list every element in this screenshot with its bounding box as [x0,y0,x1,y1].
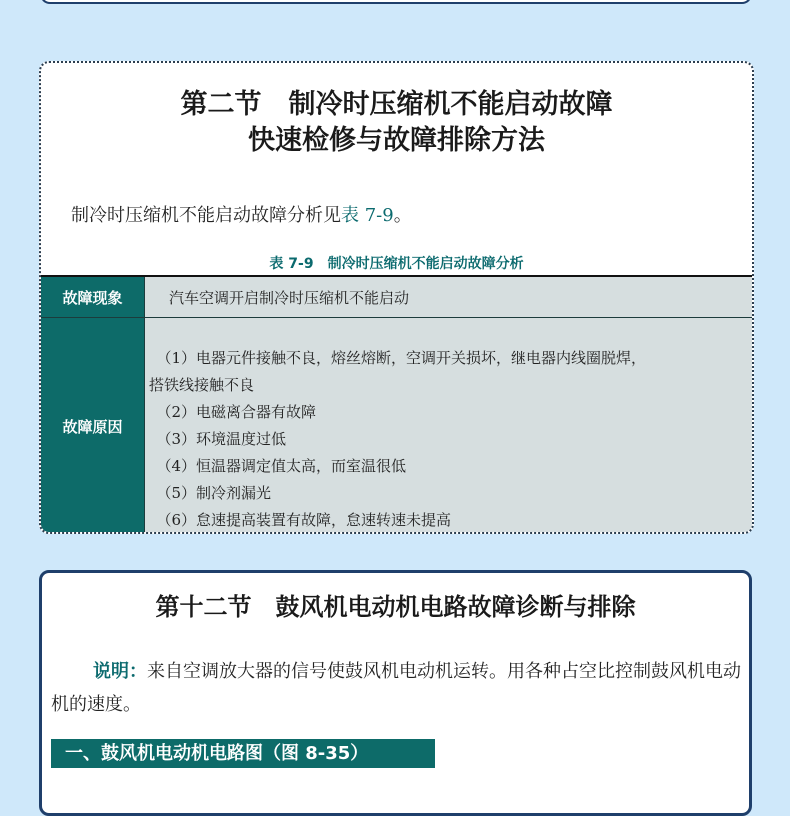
note-text: 来自空调放大器的信号使鼓风机电动机运转。用各种占空比控制鼓风机电动机的速度。 [51,661,741,715]
note-label: 说明： [93,661,147,682]
section-card-compressor [39,61,754,534]
cause-line: 搭铁线接触不良 [149,376,255,394]
intro-end: 。 [393,205,412,226]
section-title [41,87,752,159]
table-row [41,277,752,318]
section-title-line2: 快速检修与故障排除方法 [248,125,545,156]
cause-line: （3）环境温度过低 [149,430,287,448]
cause-line: （1）电器元件接触不良，熔丝熔断，空调开关损坏，继电器内线圈脱焊， [149,349,647,367]
table-caption-text: 表 7-9 制冷时压缩机不能启动故障分析 [269,256,524,272]
previous-section-card [40,0,752,4]
cause-line: （4）恒温器调定值太高，而室温很低 [149,457,407,475]
table-header-cell: 故障现象 [41,277,145,317]
table-cell [145,318,752,534]
section-card-blower [39,570,752,816]
intro-text: 制冷时压缩机不能启动故障分析见 [71,205,341,226]
symptom-text: 汽车空调开启制冷时压缩机不能启动 [169,288,410,307]
table-cell [145,277,752,317]
table-header-cell: 故障原因 [41,318,145,534]
note-paragraph [51,655,747,721]
section-title: 第十二节 鼓风机电动机电路故障诊断与排除 [155,593,636,621]
subsection-heading: 一、鼓风机电动机电路图（图 8-35） [51,739,435,768]
table-caption [41,253,752,273]
section-title-line1: 第二节 制冷时压缩机不能启动故障 [180,89,613,120]
cause-line: （6）怠速提高装置有故障，怠速转速未提高 [149,511,452,529]
cause-line: （5）制冷剂漏光 [149,484,272,502]
intro-paragraph [71,201,412,227]
fault-analysis-table [41,275,752,534]
table-reference-link[interactable]: 表 7-9 [341,205,394,226]
table-row [41,318,752,534]
cause-line: （2）电磁离合器有故障 [149,403,317,421]
